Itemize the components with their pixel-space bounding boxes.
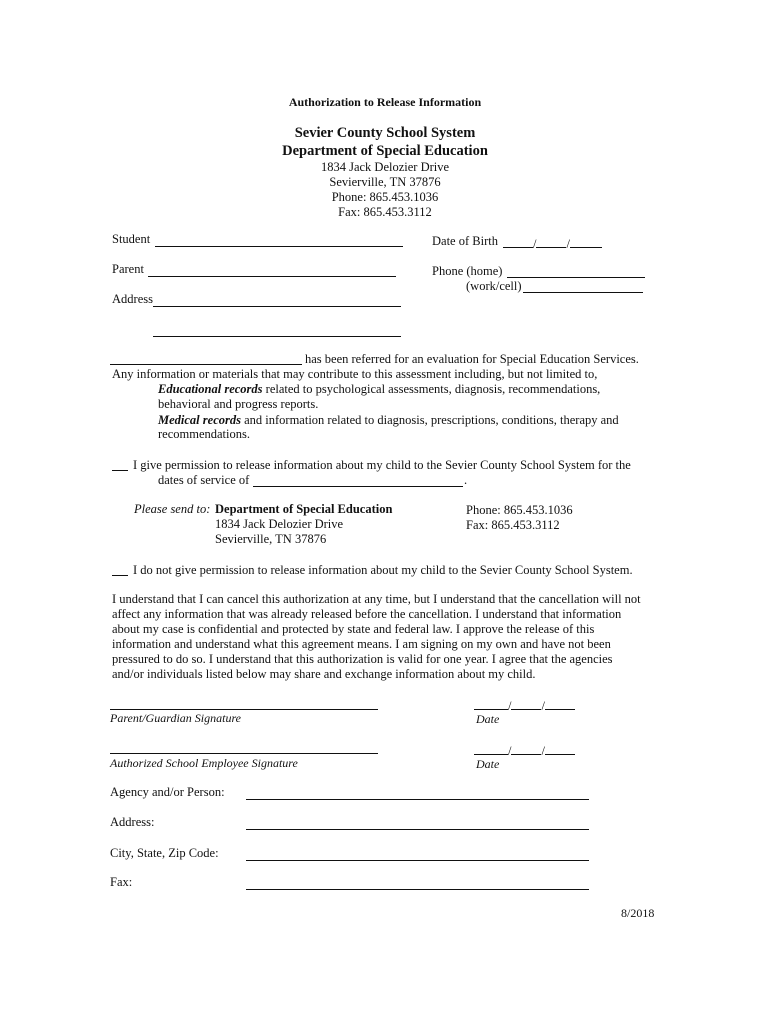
referral-line1: has been referred for an evaluation for Special Education Services. (305, 352, 639, 366)
deny-permission-text: I do not give permission to release information about my child to the Sevier County School System. (133, 563, 633, 577)
send-to-fax: Fax: 865.453.3112 (466, 518, 560, 532)
org-address2: Sevierville, TN 37876 (329, 175, 441, 189)
org-phone: Phone: 865.453.1036 (331, 190, 439, 204)
send-to-address1: 1834 Jack Delozier Drive (215, 517, 344, 531)
phone-home-label: Phone (home) (432, 264, 503, 278)
form-title: Authorization to Release Information (288, 95, 482, 109)
agency-label: Agency and/or Person: (110, 785, 225, 799)
dates-of-service-field[interactable] (253, 486, 463, 487)
parent-signature-label: Parent/Guardian Signature (110, 711, 241, 725)
send-to-address2: Sevierville, TN 37876 (215, 532, 327, 546)
phone-home-field[interactable] (507, 277, 645, 278)
employee-signature-date-field[interactable]: / / (474, 741, 575, 759)
deny-permission-checkbox[interactable] (112, 575, 128, 576)
org-department: Department of Special Education (282, 143, 488, 159)
org-address1: 1834 Jack Delozier Drive (320, 160, 450, 174)
student-label: Student (112, 232, 151, 246)
employee-date-label: Date (476, 757, 500, 771)
employee-signature-label: Authorized School Employee Signature (110, 756, 298, 770)
parent-field[interactable] (148, 276, 396, 277)
phone-work-label: (work/cell) (466, 279, 522, 293)
agency-fax-field[interactable] (246, 889, 589, 890)
agency-address-label: Address: (110, 815, 155, 829)
address-label: Address (112, 292, 153, 306)
org-fax: Fax: 865.453.3112 (338, 205, 432, 219)
phone-work-field[interactable] (523, 292, 643, 293)
edu-records-text2: behavioral and progress reports. (158, 397, 319, 411)
dob-field[interactable]: / / (503, 234, 602, 252)
referred-name-field[interactable] (110, 364, 302, 365)
address-field-1[interactable] (153, 306, 401, 307)
edu-records-label: Educational records (158, 382, 263, 396)
dates-label: dates of service of (158, 473, 250, 487)
med-records-text: and information related to diagnosis, prescriptions, conditions, therapy and (240, 413, 619, 427)
address-field-2[interactable] (153, 336, 401, 337)
parent-signature-date-field[interactable]: / / (474, 696, 575, 714)
understand-line: information and understand what this agreement means. I am signing on my own and have not been (112, 637, 611, 651)
agency-fax-label: Fax: (110, 875, 133, 889)
understand-line: affect any information that was already released before the cancellation. I understand that information (112, 607, 622, 621)
agency-city-field[interactable] (246, 860, 589, 861)
edu-records-line (158, 382, 600, 397)
parent-date-label: Date (476, 712, 500, 726)
understand-line: and/or individuals listed below may share and exchange information about my child. (112, 667, 536, 681)
agency-address-field[interactable] (246, 829, 589, 830)
footer-date: 8/2018 (621, 906, 655, 920)
understand-line: about my case is confidential and protected by state and federal law. I approve the release of this (112, 622, 595, 636)
understand-line: pressured to do so. I understand that this authorization is valid for one year. I agree that the agencies (112, 652, 613, 666)
parent-label: Parent (112, 262, 144, 276)
employee-signature-field[interactable] (110, 753, 378, 754)
understand-line: I understand that I can cancel this authorization at any time, but I understand that the cancellation will not (112, 592, 641, 606)
parent-signature-field[interactable] (110, 709, 378, 710)
med-records-line (158, 413, 619, 428)
org-name: Sevier County School System (294, 125, 476, 141)
edu-records-text: related to psychological assessments, diagnosis, recommendations, (262, 382, 601, 396)
med-records-label: Medical records (158, 413, 241, 427)
send-to-name: Department of Special Education (215, 502, 393, 516)
referral-line2: Any information or materials that may contribute to this assessment including, but not limited to, (112, 367, 598, 381)
send-to-label: Please send to: (134, 502, 211, 516)
dates-period: . (464, 473, 468, 487)
med-records-text2: recommendations. (158, 427, 250, 441)
agency-city-label: City, State, Zip Code: (110, 846, 219, 860)
dob-label: Date of Birth (432, 234, 498, 248)
student-field[interactable] (155, 246, 403, 247)
give-permission-text: I give permission to release information about my child to the Sevier County School System for the (133, 458, 631, 472)
give-permission-checkbox[interactable] (112, 470, 128, 471)
send-to-phone: Phone: 865.453.1036 (466, 503, 573, 517)
agency-field[interactable] (246, 799, 589, 800)
